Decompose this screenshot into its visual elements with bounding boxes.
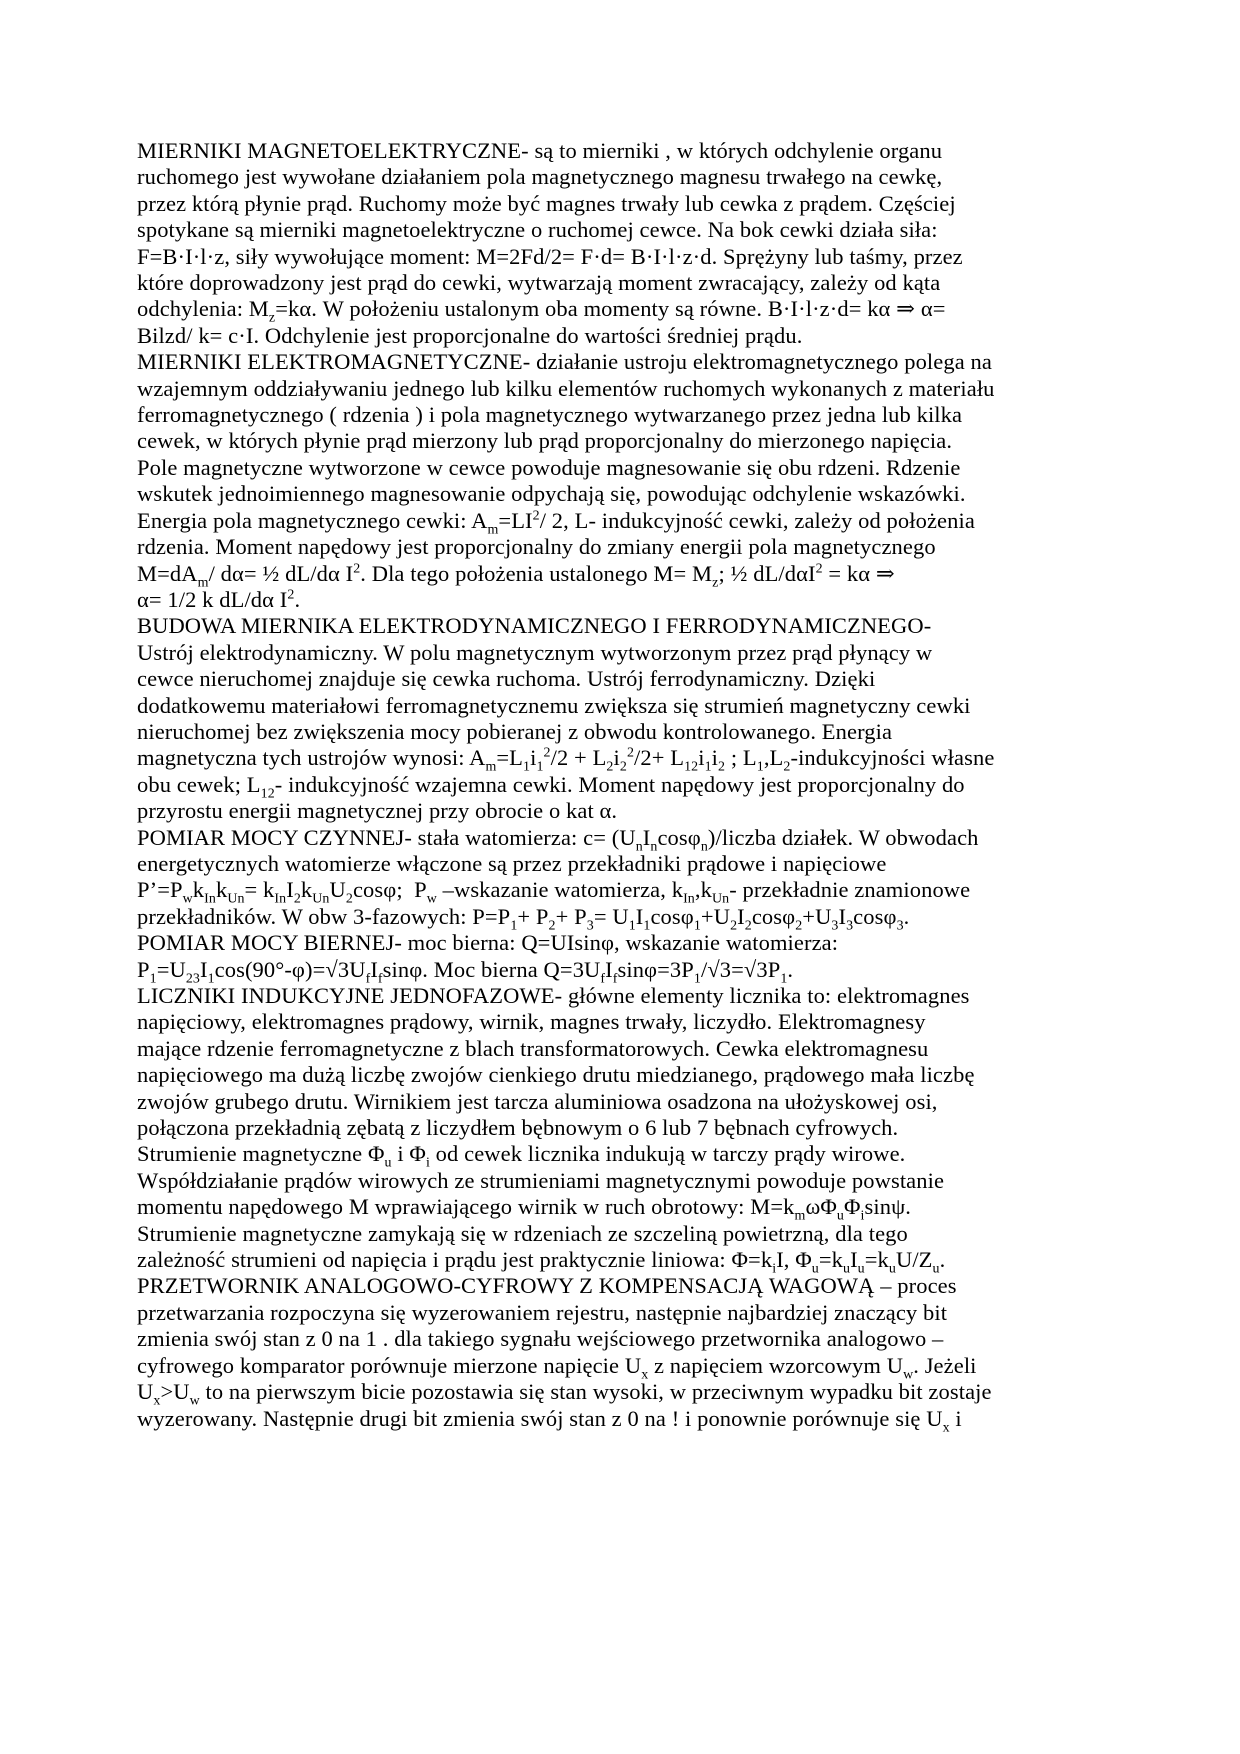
text-line: zmienia swój stan z 0 na 1 . dla takiego sygnału wejściowego przetwornika analogowo –	[137, 1326, 944, 1352]
text-line: momentu napędowego M wprawiającego wirnik w ruch obrotowy: $M=k_m\omega\Phi_u\Phi_i\sin\psi$.	[137, 1194, 911, 1224]
text-line: PRZETWORNIK ANALOGOWO-CYFROWY Z KOMPENSACJĄ WAGOWĄ – proces	[137, 1273, 957, 1299]
text-line: MIERNIKI ELEKTROMAGNETYCZNE- działanie ustroju elektromagnetycznego polega na	[137, 349, 992, 375]
section-przetwornik-analogowo-cyfrowy	[137, 1273, 1110, 1435]
text-line: mające rdzenie ferromagnetyczne z blach transformatorowych. Cewka elektromagnesu	[137, 1035, 929, 1061]
text-line: wzajemnym oddziaływaniu jednego lub kilku elementów ruchomych wykonanych z materiału	[137, 375, 995, 401]
text-line: napięciowy, elektromagnes prądowy, wirnik, magnes trwały, liczydło. Elektromagnesy	[137, 1009, 926, 1035]
text-line: które doprowadzony jest prąd do cewki, wytwarzają moment zwracający, zależy od kąta	[137, 270, 941, 296]
text-line: Bilzd/ k= c·I. Odchylenie jest proporcjonalne do wartości średniej prądu.	[137, 322, 803, 348]
text-line: napięciowego ma dużą liczbę zwojów cienkiego drutu miedzianego, prądowego mała liczbę	[137, 1062, 975, 1088]
text-line: przekładników. W obw 3-fazowych: $P=P_1+ P_2+ P_3= U_1I_1\cos\varphi_1+U_2I_2\cos\varphi_2+U_3I_3\cos\varphi_3$.	[137, 903, 910, 934]
text-line: BUDOWA MIERNIKA ELEKTRODYNAMICZNEGO I FERRODYNAMICZNEGO-	[137, 613, 932, 639]
section-liczniki-indukcyjne-jednofazowe	[137, 983, 1110, 1277]
text-line: dodatkowemu materiałowi ferromagnetycznemu zwiększa się strumień magnetyczny cewki	[137, 692, 971, 718]
text-line: wskutek jednoimiennego magnesowanie odpychają się, powodując odchylenie wskazówki.	[137, 481, 966, 507]
text-line: rdzenia. Moment napędowy jest proporcjonalny do zmiany energii pola magnetycznego	[137, 534, 936, 560]
text-line: $P_1=U_{23}I_1\cos(90^\circ-\varphi)=√3U_fI_f\sin\varphi$. Moc bierna $Q=3U_fI_f\sin\varphi=3P_1/√3=√3P_1$.	[137, 956, 794, 987]
text-line: wyzerowany. Następnie drugi bit zmienia swój stan z 0 na ! i ponownie porównuje się $U_x$ i	[137, 1405, 962, 1435]
text-line: przez którą płynie prąd. Ruchomy może być magnes trwały lub cewka z prądem. Częściej	[137, 190, 956, 216]
text-line: F=B·I·l·z, siły wywołujące moment: M=2Fd/2= F·d= B·I·l·z·d. Sprężyny lub taśmy, przez	[137, 243, 963, 269]
text-line: przyrostu energii magnetycznej przy obrocie o kat α.	[137, 798, 618, 824]
text-line: POMIAR MOCY BIERNEJ- moc bierna: Q=UIsinφ, wskazanie watomierza:	[137, 930, 839, 956]
text-line: MIERNIKI MAGNETOELEKTRYCZNE- są to mierniki , w których odchylenie organu	[137, 138, 943, 163]
text-line: Ustrój elektrodynamiczny. W polu magnetycznym wytworzonym przez prąd płynący w	[137, 639, 933, 665]
text-line: Energia pola magnetycznego cewki: $A_m=LI^2/$ 2, L- indukcyjność cewki, zależy od położenia	[137, 507, 975, 538]
text-line: cewce nieruchomej znajduje się cewka ruchoma. Ustrój ferrodynamiczny. Dzięki	[137, 666, 876, 692]
text-line: nieruchomej bez zwiększenia mocy pobieranej z obwodu kontrolowanego. Energia	[137, 718, 893, 744]
text-line: ruchomego jest wywołane działaniem pola magnetycznego magnesu trwałego na cewkę,	[137, 164, 943, 190]
text-line: $P’=P_wk_{In}k_{Un}= k_{In}I_2k_{Un}U_2\cos\varphi$; $P_w$ –wskazanie watomierza, $k_{In},k_{Un}-$ przekładnie znamionowe	[137, 877, 971, 907]
text-line: Współdziałanie prądów wirowych ze strumieniami magnetycznymi powoduje powstanie	[137, 1167, 945, 1193]
text-line: zależność strumieni od napięcia i prądu jest praktycznie liniowa: $\Phi=k_iI$, $\Phi_u=k_uI_u=k_uU/Z_u$.	[137, 1247, 946, 1277]
text-line: cewek, w których płynie prąd mierzony lub prąd proporcjonalny do mierzonego napięcia.	[137, 428, 953, 454]
text-line: ferromagnetycznego ( rdzenia ) i pola magnetycznego wytwarzanego przez jedna lub kilka	[137, 402, 963, 428]
text-line: Pole magnetyczne wytworzone w cewce powoduje magnesowanie się obu rdzeni. Rdzenie	[137, 454, 961, 480]
text-line: Strumienie magnetyczne $\Phi_u$ i $\Phi_i$ od cewek licznika indukują w tarczy prądy wirowe.	[137, 1141, 906, 1171]
text-line: energetycznych watomierze włączone są przez przekładniki prądowe i napięciowe	[137, 850, 887, 876]
document-body	[137, 138, 1110, 1435]
section-budowa-miernika-elektrodynamicznego	[137, 613, 1110, 824]
text-line: przetwarzania rozpoczyna się wyzerowaniem rejestru, następnie najbardziej znaczący bit	[137, 1299, 948, 1325]
text-line: Strumienie magnetyczne zamykają się w rdzeniach ze szczeliną powietrzną, dla tego	[137, 1220, 908, 1246]
text-line: α= 1/2 k dL/dα $I^2$.	[137, 586, 301, 612]
section-mierniki-magnetoelektryczne	[137, 138, 1110, 349]
text-line: $M=dA_m/$ dα= ½ dL/dα $I^2$. Dla tego położenia ustalonego $M= M_z$; ½ dL/dαI$^2$ = kα ⇒	[137, 560, 895, 590]
text-line: zwojów grubego drutu. Wirnikiem jest tarcza aluminiowa osadzona na ułożyskowej osi,	[137, 1088, 938, 1114]
text-line: magnetyczna tych ustrojów wynosi: $A_m=L_1i_1^2/2 + L_2i_2^2/2+ L_{12}i_1i_2$ ; $L_1,L_2$-indukcyjności własne	[137, 745, 995, 775]
text-line: $U_x>U_w$ to na pierwszym bicie pozostawia się stan wysoki, w przeciwnym wypadku bit zostaje	[137, 1379, 992, 1409]
section-pomiar-mocy-czynnej	[137, 824, 1110, 934]
text-line: odchylenia: $M_z=k\alpha$. W położeniu ustalonym oba momenty są równe. B·I·l·z·d= kα ⇒ α=	[137, 296, 946, 326]
text-line: LICZNIKI INDUKCYJNE JEDNOFAZOWE- główne elementy licznika to: elektromagnes	[137, 983, 970, 1008]
text-line: połączona przekładnią zębatą z liczydłem bębnowym o 6 lub 7 bębnach cyfrowych.	[137, 1115, 899, 1141]
text-line: spotykane są mierniki magnetoelektryczne o ruchomej cewce. Na bok cewki działa siła:	[137, 217, 938, 243]
text-line: obu cewek; $L_{12}-$ indukcyjność wzajemna cewki. Moment napędowy jest proporcjonalny do	[137, 771, 965, 802]
text-line: cyfrowego komparator porównuje mierzone napięcie $U_x$ z napięciem wzorcowym $U_w$. Jeżeli	[137, 1352, 977, 1383]
section-mierniki-elektromagnetyczne	[137, 349, 1110, 613]
text-line: POMIAR MOCY CZYNNEJ- stała watomierza: $c= (U_nI_n\cos\varphi_n)$/liczba działek. W obwodach	[137, 824, 979, 855]
section-pomiar-mocy-biernej	[137, 930, 1110, 987]
